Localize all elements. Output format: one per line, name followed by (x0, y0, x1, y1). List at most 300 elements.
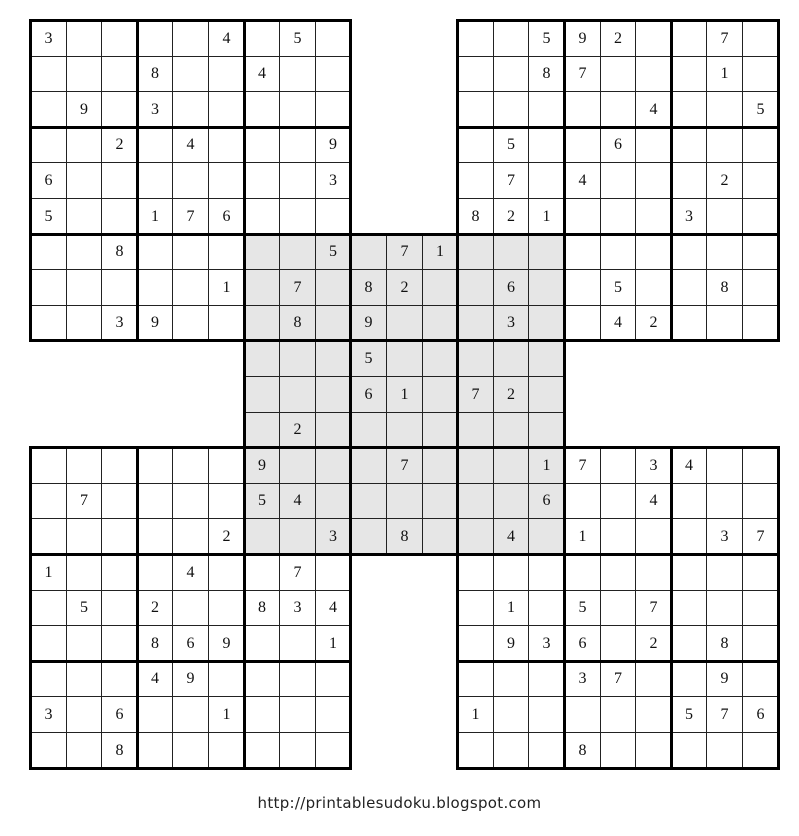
sudoku-cell[interactable] (279, 198, 316, 235)
sudoku-cell[interactable] (600, 554, 636, 591)
sudoku-cell[interactable] (742, 269, 779, 306)
sudoku-cell[interactable]: 3 (528, 625, 565, 662)
sudoku-cell[interactable] (742, 56, 779, 92)
sudoku-cell[interactable]: 2 (706, 162, 743, 199)
sudoku-cell[interactable] (671, 234, 707, 270)
sudoku-cell[interactable] (671, 305, 707, 341)
sudoku-cell[interactable] (457, 234, 494, 270)
sudoku-cell[interactable] (244, 412, 280, 448)
sudoku-cell[interactable] (386, 412, 423, 448)
sudoku-cell[interactable]: 4 (315, 590, 351, 626)
sudoku-cell[interactable] (137, 234, 173, 270)
sudoku-cell[interactable]: 5 (528, 20, 565, 57)
sudoku-cell[interactable] (671, 518, 707, 555)
sudoku-cell[interactable] (244, 340, 280, 377)
sudoku-cell[interactable] (315, 696, 351, 733)
sudoku-cell[interactable]: 5 (671, 696, 707, 733)
sudoku-cell[interactable] (101, 447, 138, 484)
sudoku-cell[interactable]: 6 (350, 376, 387, 413)
sudoku-cell[interactable] (528, 554, 565, 591)
sudoku-cell[interactable] (315, 447, 351, 484)
sudoku-cell[interactable] (101, 518, 138, 555)
sudoku-cell[interactable] (671, 269, 707, 306)
sudoku-cell[interactable]: 5 (279, 20, 316, 57)
sudoku-cell[interactable] (493, 732, 529, 769)
sudoku-cell[interactable]: 3 (30, 696, 67, 733)
sudoku-cell[interactable] (350, 412, 387, 448)
sudoku-cell[interactable]: 2 (600, 20, 636, 57)
sudoku-cell[interactable] (600, 590, 636, 626)
sudoku-cell[interactable] (493, 554, 529, 591)
sudoku-cell[interactable] (30, 127, 67, 163)
sudoku-cell[interactable] (315, 732, 351, 769)
sudoku-cell[interactable]: 8 (279, 305, 316, 341)
sudoku-cell[interactable] (137, 20, 173, 57)
sudoku-cell[interactable]: 9 (315, 127, 351, 163)
sudoku-cell[interactable] (66, 20, 102, 57)
sudoku-cell[interactable] (635, 732, 672, 769)
sudoku-cell[interactable] (671, 554, 707, 591)
sudoku-cell[interactable] (101, 661, 138, 697)
sudoku-cell[interactable]: 5 (564, 590, 601, 626)
sudoku-cell[interactable] (564, 234, 601, 270)
sudoku-cell[interactable]: 7 (457, 376, 494, 413)
sudoku-cell[interactable]: 8 (528, 56, 565, 92)
sudoku-cell[interactable] (137, 127, 173, 163)
sudoku-cell[interactable] (315, 56, 351, 92)
sudoku-cell[interactable] (208, 447, 245, 484)
sudoku-cell[interactable]: 5 (66, 590, 102, 626)
sudoku-cell[interactable] (671, 590, 707, 626)
sudoku-cell[interactable] (528, 234, 565, 270)
sudoku-cell[interactable] (457, 56, 494, 92)
sudoku-cell[interactable] (635, 696, 672, 733)
sudoku-cell[interactable]: 1 (386, 376, 423, 413)
sudoku-cell[interactable]: 4 (493, 518, 529, 555)
sudoku-cell[interactable] (172, 91, 209, 128)
sudoku-cell[interactable]: 9 (564, 20, 601, 57)
sudoku-cell[interactable] (30, 305, 67, 341)
sudoku-cell[interactable]: 7 (172, 198, 209, 235)
sudoku-cell[interactable]: 1 (315, 625, 351, 662)
sudoku-cell[interactable] (706, 305, 743, 341)
sudoku-cell[interactable] (137, 162, 173, 199)
sudoku-cell[interactable] (671, 127, 707, 163)
sudoku-cell[interactable] (457, 590, 494, 626)
sudoku-cell[interactable]: 8 (101, 234, 138, 270)
sudoku-cell[interactable]: 6 (208, 198, 245, 235)
sudoku-cell[interactable] (564, 483, 601, 519)
sudoku-cell[interactable] (635, 127, 672, 163)
sudoku-cell[interactable] (600, 483, 636, 519)
sudoku-cell[interactable]: 1 (528, 198, 565, 235)
sudoku-cell[interactable]: 8 (137, 625, 173, 662)
sudoku-cell[interactable] (493, 234, 529, 270)
sudoku-cell[interactable] (706, 127, 743, 163)
sudoku-cell[interactable] (66, 696, 102, 733)
sudoku-cell[interactable] (635, 554, 672, 591)
sudoku-cell[interactable] (671, 56, 707, 92)
sudoku-cell[interactable]: 7 (279, 554, 316, 591)
sudoku-cell[interactable]: 1 (493, 590, 529, 626)
sudoku-cell[interactable] (101, 162, 138, 199)
sudoku-cell[interactable] (66, 732, 102, 769)
sudoku-cell[interactable] (30, 269, 67, 306)
sudoku-cell[interactable] (528, 376, 565, 413)
sudoku-cell[interactable] (101, 483, 138, 519)
sudoku-cell[interactable] (742, 447, 779, 484)
sudoku-cell[interactable]: 4 (172, 554, 209, 591)
sudoku-cell[interactable]: 2 (493, 376, 529, 413)
sudoku-cell[interactable]: 1 (208, 269, 245, 306)
sudoku-cell[interactable] (30, 91, 67, 128)
sudoku-cell[interactable] (244, 20, 280, 57)
sudoku-cell[interactable] (706, 91, 743, 128)
sudoku-cell[interactable] (137, 554, 173, 591)
sudoku-cell[interactable] (101, 269, 138, 306)
sudoku-cell[interactable] (279, 56, 316, 92)
sudoku-cell[interactable] (635, 661, 672, 697)
sudoku-cell[interactable] (66, 305, 102, 341)
sudoku-cell[interactable] (742, 127, 779, 163)
sudoku-cell[interactable]: 3 (564, 661, 601, 697)
sudoku-cell[interactable] (600, 198, 636, 235)
sudoku-cell[interactable]: 3 (315, 518, 351, 555)
sudoku-cell[interactable]: 7 (706, 20, 743, 57)
sudoku-cell[interactable] (742, 198, 779, 235)
sudoku-cell[interactable]: 7 (493, 162, 529, 199)
sudoku-cell[interactable]: 1 (208, 696, 245, 733)
sudoku-cell[interactable] (172, 732, 209, 769)
footer-url[interactable]: http://printablesudoku.blogspot.com (257, 794, 542, 812)
sudoku-cell[interactable] (315, 340, 351, 377)
sudoku-cell[interactable] (279, 234, 316, 270)
sudoku-cell[interactable]: 2 (493, 198, 529, 235)
sudoku-cell[interactable] (600, 56, 636, 92)
sudoku-cell[interactable] (208, 590, 245, 626)
sudoku-cell[interactable] (528, 518, 565, 555)
sudoku-cell[interactable] (493, 56, 529, 92)
sudoku-cell[interactable] (706, 590, 743, 626)
sudoku-cell[interactable]: 4 (172, 127, 209, 163)
sudoku-cell[interactable] (422, 412, 458, 448)
sudoku-cell[interactable] (742, 732, 779, 769)
sudoku-cell[interactable] (386, 305, 423, 341)
sudoku-cell[interactable]: 3 (671, 198, 707, 235)
sudoku-cell[interactable] (706, 732, 743, 769)
sudoku-cell[interactable] (244, 625, 280, 662)
sudoku-cell[interactable] (671, 625, 707, 662)
sudoku-cell[interactable]: 7 (706, 696, 743, 733)
sudoku-cell[interactable] (457, 625, 494, 662)
sudoku-cell[interactable] (350, 234, 387, 270)
sudoku-cell[interactable] (172, 447, 209, 484)
sudoku-cell[interactable] (244, 269, 280, 306)
sudoku-cell[interactable] (600, 732, 636, 769)
sudoku-cell[interactable] (279, 518, 316, 555)
sudoku-cell[interactable]: 2 (279, 412, 316, 448)
sudoku-cell[interactable] (742, 20, 779, 57)
sudoku-cell[interactable]: 1 (564, 518, 601, 555)
sudoku-cell[interactable]: 8 (350, 269, 387, 306)
sudoku-cell[interactable] (422, 340, 458, 377)
sudoku-cell[interactable]: 6 (172, 625, 209, 662)
sudoku-cell[interactable] (457, 305, 494, 341)
sudoku-cell[interactable] (671, 732, 707, 769)
sudoku-cell[interactable] (66, 625, 102, 662)
sudoku-cell[interactable] (244, 376, 280, 413)
sudoku-cell[interactable] (635, 162, 672, 199)
sudoku-cell[interactable] (600, 447, 636, 484)
sudoku-cell[interactable] (66, 661, 102, 697)
sudoku-cell[interactable]: 1 (706, 56, 743, 92)
sudoku-cell[interactable] (101, 590, 138, 626)
sudoku-cell[interactable] (137, 447, 173, 484)
sudoku-cell[interactable] (706, 554, 743, 591)
sudoku-cell[interactable] (279, 732, 316, 769)
sudoku-cell[interactable] (564, 127, 601, 163)
sudoku-cell[interactable] (600, 625, 636, 662)
sudoku-cell[interactable] (137, 269, 173, 306)
sudoku-cell[interactable] (101, 91, 138, 128)
sudoku-cell[interactable] (208, 127, 245, 163)
sudoku-cell[interactable]: 9 (172, 661, 209, 697)
sudoku-cell[interactable] (422, 447, 458, 484)
sudoku-cell[interactable] (208, 162, 245, 199)
sudoku-cell[interactable] (422, 483, 458, 519)
sudoku-cell[interactable]: 8 (564, 732, 601, 769)
sudoku-cell[interactable] (66, 127, 102, 163)
sudoku-cell[interactable] (315, 376, 351, 413)
sudoku-cell[interactable]: 9 (350, 305, 387, 341)
sudoku-cell[interactable] (315, 91, 351, 128)
sudoku-cell[interactable] (564, 305, 601, 341)
sudoku-cell[interactable] (172, 20, 209, 57)
sudoku-cell[interactable] (101, 198, 138, 235)
sudoku-cell[interactable] (564, 554, 601, 591)
sudoku-cell[interactable]: 3 (493, 305, 529, 341)
sudoku-cell[interactable] (208, 234, 245, 270)
sudoku-cell[interactable] (172, 305, 209, 341)
sudoku-cell[interactable] (528, 162, 565, 199)
sudoku-cell[interactable] (528, 696, 565, 733)
sudoku-cell[interactable] (422, 518, 458, 555)
sudoku-cell[interactable]: 4 (671, 447, 707, 484)
sudoku-cell[interactable] (528, 127, 565, 163)
sudoku-cell[interactable] (66, 56, 102, 92)
sudoku-cell[interactable] (528, 590, 565, 626)
sudoku-cell[interactable]: 5 (315, 234, 351, 270)
sudoku-cell[interactable] (137, 483, 173, 519)
sudoku-cell[interactable] (493, 91, 529, 128)
sudoku-cell[interactable] (30, 661, 67, 697)
sudoku-cell[interactable] (564, 198, 601, 235)
sudoku-cell[interactable]: 1 (137, 198, 173, 235)
sudoku-cell[interactable] (742, 305, 779, 341)
sudoku-cell[interactable]: 5 (600, 269, 636, 306)
sudoku-cell[interactable] (208, 554, 245, 591)
sudoku-cell[interactable]: 4 (244, 56, 280, 92)
sudoku-cell[interactable] (315, 305, 351, 341)
sudoku-cell[interactable] (493, 696, 529, 733)
sudoku-cell[interactable] (208, 483, 245, 519)
sudoku-cell[interactable] (279, 447, 316, 484)
sudoku-cell[interactable] (742, 590, 779, 626)
sudoku-cell[interactable] (457, 162, 494, 199)
sudoku-cell[interactable]: 3 (706, 518, 743, 555)
sudoku-cell[interactable]: 8 (706, 625, 743, 662)
sudoku-cell[interactable]: 8 (101, 732, 138, 769)
sudoku-cell[interactable] (493, 447, 529, 484)
sudoku-cell[interactable] (279, 661, 316, 697)
sudoku-cell[interactable] (457, 340, 494, 377)
sudoku-cell[interactable] (101, 56, 138, 92)
sudoku-cell[interactable] (244, 554, 280, 591)
sudoku-cell[interactable]: 7 (600, 661, 636, 697)
sudoku-cell[interactable] (315, 483, 351, 519)
sudoku-cell[interactable]: 7 (279, 269, 316, 306)
sudoku-cell[interactable] (244, 696, 280, 733)
sudoku-cell[interactable]: 9 (493, 625, 529, 662)
sudoku-cell[interactable] (315, 20, 351, 57)
sudoku-cell[interactable] (315, 554, 351, 591)
sudoku-cell[interactable] (137, 696, 173, 733)
sudoku-cell[interactable] (457, 483, 494, 519)
sudoku-cell[interactable] (172, 518, 209, 555)
sudoku-cell[interactable] (172, 234, 209, 270)
sudoku-cell[interactable] (635, 20, 672, 57)
sudoku-cell[interactable] (528, 91, 565, 128)
sudoku-cell[interactable]: 1 (30, 554, 67, 591)
sudoku-cell[interactable]: 9 (244, 447, 280, 484)
sudoku-cell[interactable] (742, 625, 779, 662)
sudoku-cell[interactable] (172, 590, 209, 626)
sudoku-cell[interactable] (742, 554, 779, 591)
sudoku-cell[interactable]: 7 (742, 518, 779, 555)
sudoku-cell[interactable] (457, 412, 494, 448)
sudoku-cell[interactable] (457, 269, 494, 306)
sudoku-cell[interactable] (66, 447, 102, 484)
sudoku-cell[interactable] (66, 518, 102, 555)
sudoku-cell[interactable] (244, 198, 280, 235)
sudoku-cell[interactable] (30, 625, 67, 662)
sudoku-cell[interactable]: 5 (30, 198, 67, 235)
sudoku-cell[interactable]: 8 (457, 198, 494, 235)
sudoku-cell[interactable] (457, 447, 494, 484)
sudoku-cell[interactable] (244, 234, 280, 270)
sudoku-cell[interactable] (422, 305, 458, 341)
sudoku-cell[interactable]: 8 (386, 518, 423, 555)
sudoku-cell[interactable] (244, 91, 280, 128)
sudoku-cell[interactable] (742, 234, 779, 270)
sudoku-cell[interactable] (493, 20, 529, 57)
sudoku-cell[interactable] (279, 91, 316, 128)
sudoku-cell[interactable]: 6 (528, 483, 565, 519)
sudoku-cell[interactable]: 2 (386, 269, 423, 306)
sudoku-cell[interactable] (66, 269, 102, 306)
sudoku-cell[interactable] (279, 625, 316, 662)
sudoku-cell[interactable] (279, 162, 316, 199)
sudoku-cell[interactable]: 2 (635, 625, 672, 662)
sudoku-cell[interactable]: 8 (137, 56, 173, 92)
sudoku-cell[interactable] (671, 661, 707, 697)
sudoku-cell[interactable]: 6 (30, 162, 67, 199)
sudoku-cell[interactable]: 6 (742, 696, 779, 733)
sudoku-cell[interactable]: 7 (635, 590, 672, 626)
sudoku-cell[interactable]: 9 (66, 91, 102, 128)
sudoku-cell[interactable] (66, 162, 102, 199)
sudoku-cell[interactable] (493, 340, 529, 377)
sudoku-cell[interactable]: 9 (137, 305, 173, 341)
sudoku-cell[interactable] (600, 234, 636, 270)
sudoku-cell[interactable] (315, 198, 351, 235)
sudoku-cell[interactable] (493, 483, 529, 519)
sudoku-cell[interactable] (671, 91, 707, 128)
sudoku-cell[interactable] (244, 732, 280, 769)
sudoku-cell[interactable]: 8 (244, 590, 280, 626)
sudoku-cell[interactable] (30, 56, 67, 92)
sudoku-cell[interactable] (528, 412, 565, 448)
sudoku-cell[interactable] (386, 340, 423, 377)
sudoku-cell[interactable] (528, 305, 565, 341)
sudoku-cell[interactable] (600, 91, 636, 128)
sudoku-cell[interactable]: 7 (66, 483, 102, 519)
sudoku-cell[interactable] (350, 483, 387, 519)
sudoku-cell[interactable] (635, 269, 672, 306)
sudoku-cell[interactable] (706, 447, 743, 484)
sudoku-cell[interactable]: 3 (635, 447, 672, 484)
sudoku-cell[interactable] (208, 732, 245, 769)
sudoku-cell[interactable] (742, 483, 779, 519)
sudoku-cell[interactable] (30, 732, 67, 769)
sudoku-cell[interactable] (279, 340, 316, 377)
sudoku-cell[interactable]: 3 (101, 305, 138, 341)
sudoku-cell[interactable] (457, 127, 494, 163)
sudoku-cell[interactable] (30, 590, 67, 626)
sudoku-cell[interactable]: 2 (101, 127, 138, 163)
sudoku-cell[interactable] (635, 198, 672, 235)
sudoku-cell[interactable] (208, 305, 245, 341)
sudoku-cell[interactable] (101, 625, 138, 662)
sudoku-cell[interactable]: 2 (635, 305, 672, 341)
sudoku-cell[interactable]: 7 (564, 56, 601, 92)
sudoku-cell[interactable]: 9 (706, 661, 743, 697)
sudoku-cell[interactable] (137, 732, 173, 769)
sudoku-cell[interactable]: 4 (208, 20, 245, 57)
sudoku-cell[interactable] (30, 447, 67, 484)
sudoku-cell[interactable] (600, 518, 636, 555)
sudoku-cell[interactable] (315, 269, 351, 306)
sudoku-cell[interactable] (172, 162, 209, 199)
sudoku-cell[interactable] (137, 518, 173, 555)
sudoku-cell[interactable] (457, 661, 494, 697)
sudoku-cell[interactable]: 5 (493, 127, 529, 163)
sudoku-cell[interactable]: 7 (386, 234, 423, 270)
sudoku-cell[interactable] (706, 483, 743, 519)
sudoku-cell[interactable] (30, 234, 67, 270)
sudoku-cell[interactable] (564, 269, 601, 306)
sudoku-cell[interactable]: 3 (30, 20, 67, 57)
sudoku-cell[interactable]: 1 (528, 447, 565, 484)
sudoku-cell[interactable]: 6 (600, 127, 636, 163)
sudoku-cell[interactable]: 4 (279, 483, 316, 519)
sudoku-cell[interactable] (350, 447, 387, 484)
sudoku-cell[interactable] (279, 376, 316, 413)
sudoku-cell[interactable] (671, 162, 707, 199)
sudoku-cell[interactable] (279, 127, 316, 163)
sudoku-cell[interactable] (101, 554, 138, 591)
sudoku-cell[interactable] (564, 91, 601, 128)
